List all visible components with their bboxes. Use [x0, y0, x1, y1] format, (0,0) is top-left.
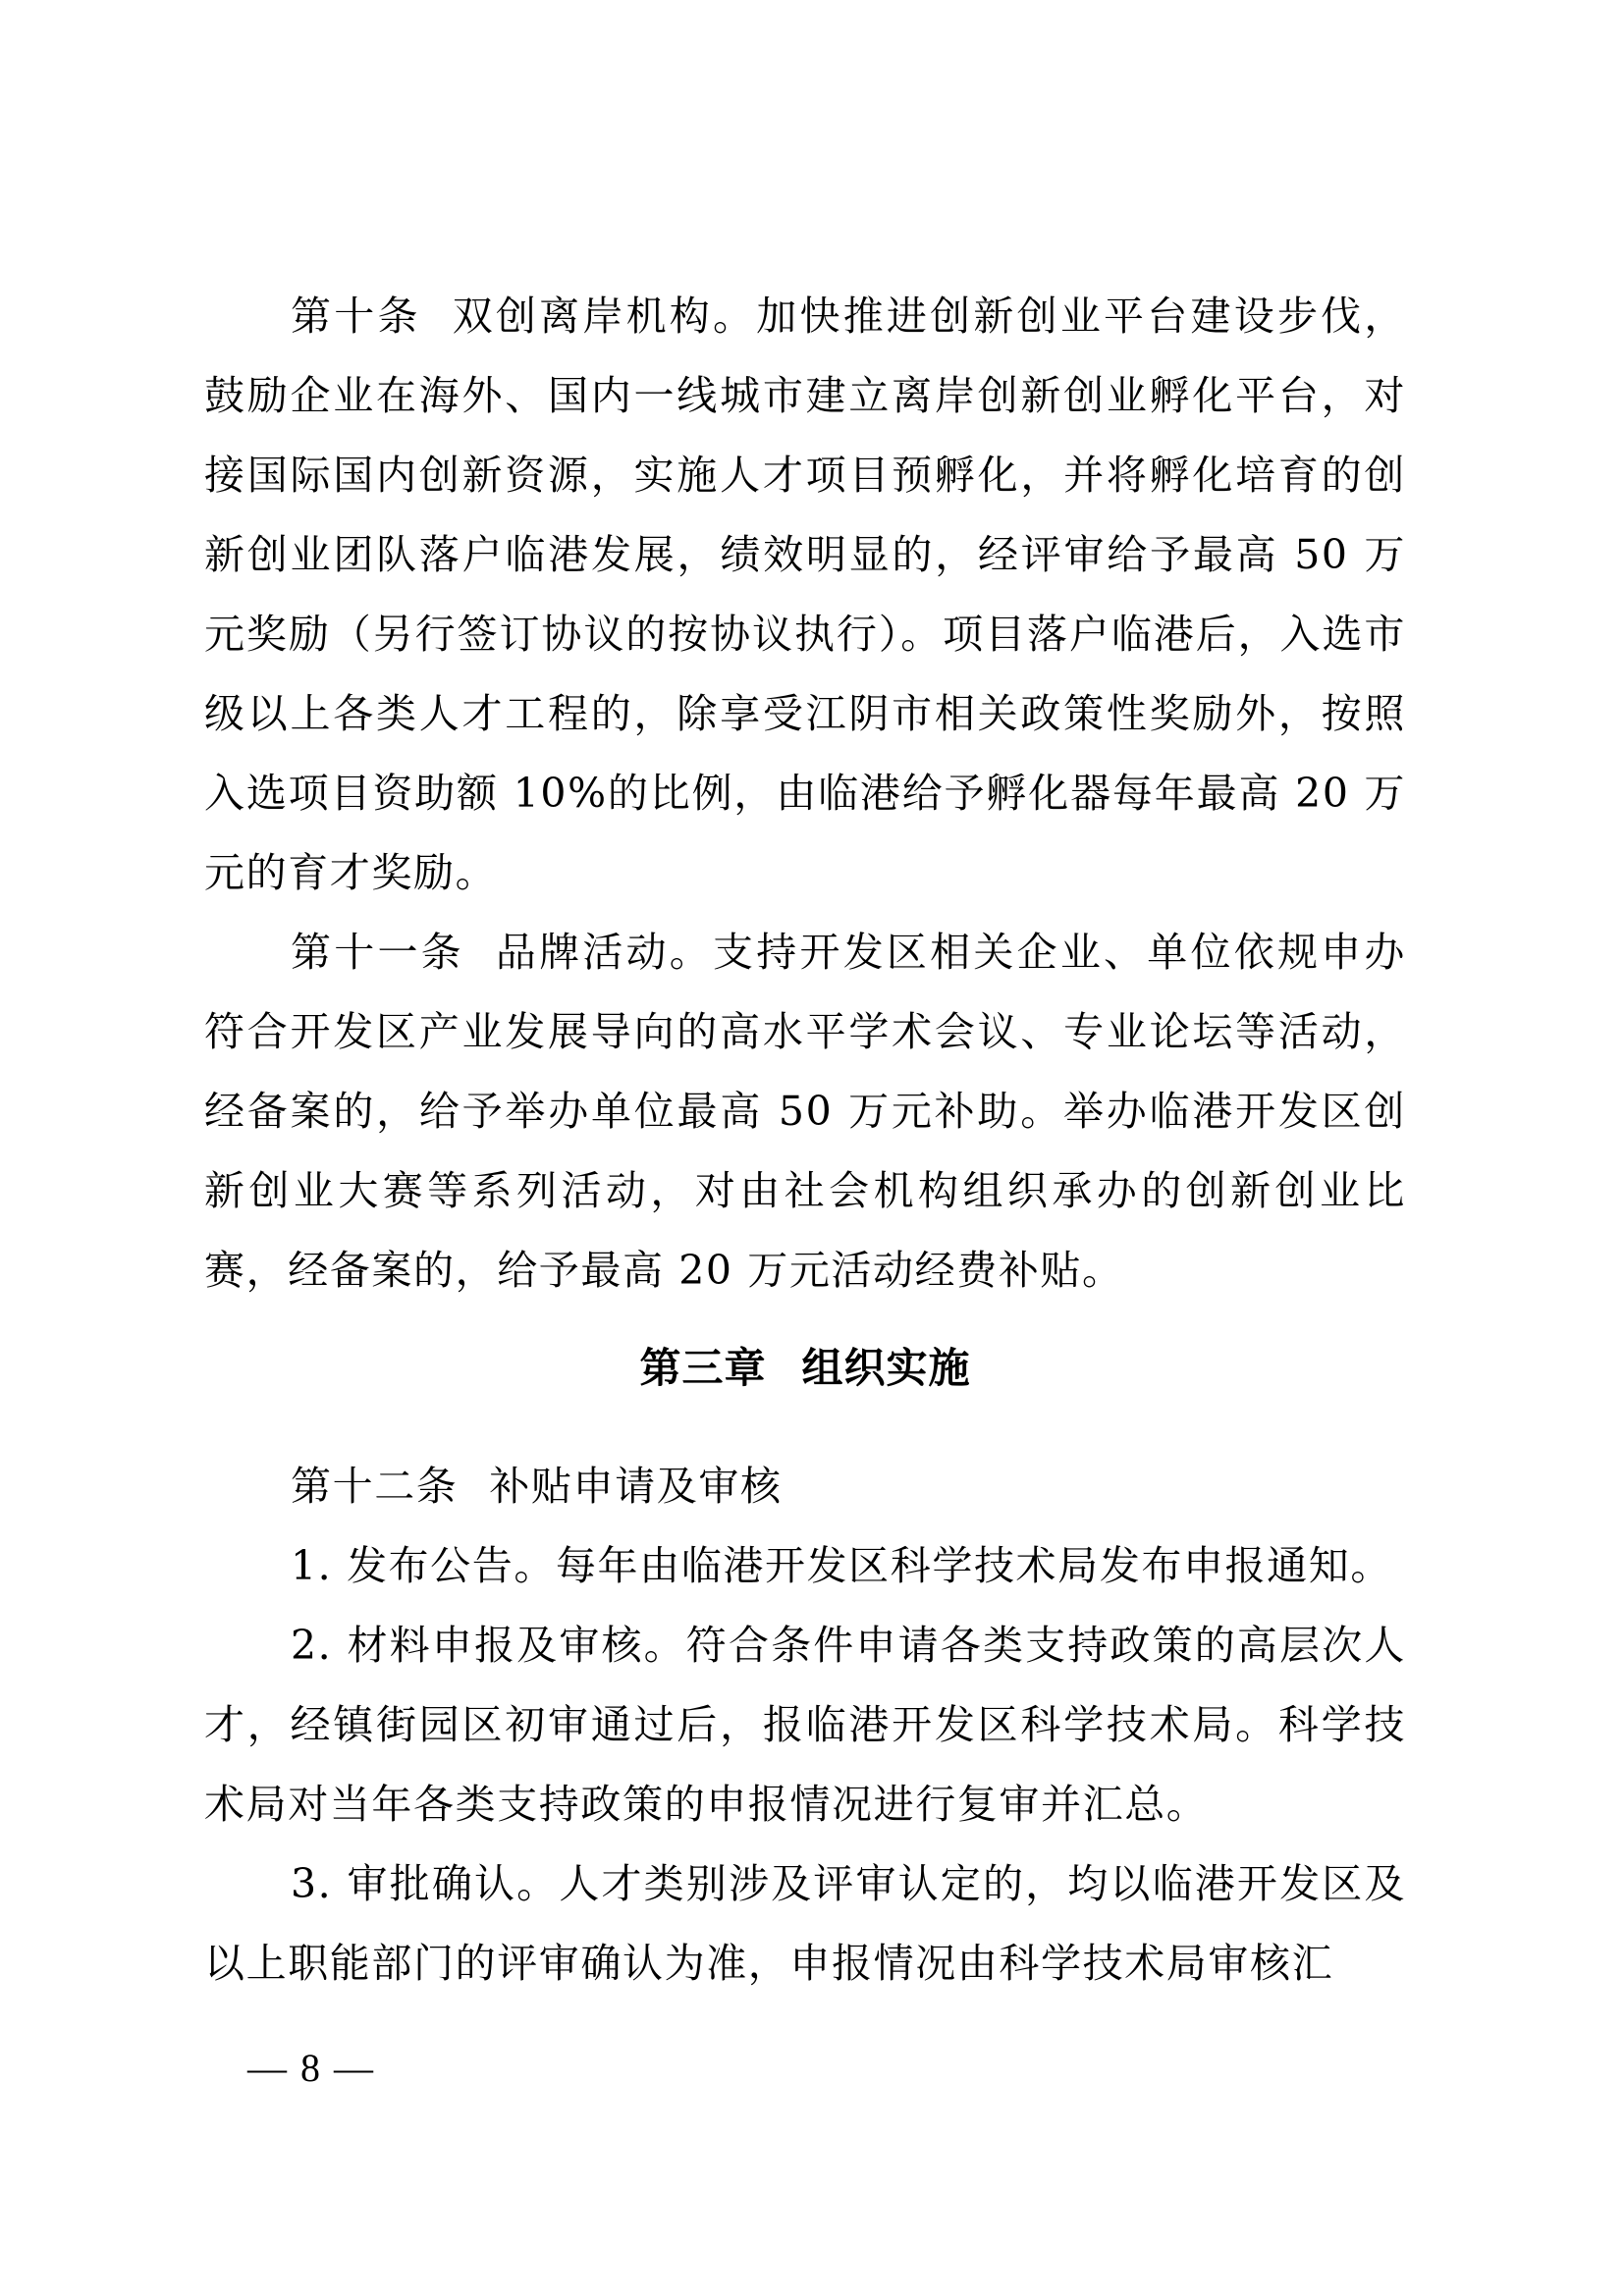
article-12-title: 补贴申请及审核	[489, 1463, 783, 1510]
step-2-paragraph	[204, 1606, 1406, 1844]
page-number: — 8 —	[247, 2046, 375, 2090]
article-11-paragraph	[204, 913, 1406, 1310]
article-10-label: 第十条	[291, 293, 421, 340]
article-10-paragraph	[204, 277, 1406, 913]
article-10-text: 双创离岸机构。加快推进创新创业平台建设步伐，鼓励企业在海外、国内一线城市建立离岸创新创业孵化平台，对接国际国内创新资源，实施人才项目预孵化，并将孵化培育的创新创业团队落户临港发展，绩效明显的，经评审给予最高 50 万元奖励（另行签订协议的按协议执行）。项目落户临港后，入选市级以上各类人才工程的，除享受江阴市相关政策性奖励外，按照入选项目资助额 10%的比例，由临港给予孵化器每年最高 20 万元的育才奖励。	[204, 293, 1406, 896]
article-11-text: 品牌活动。支持开发区相关企业、单位依规申办符合开发区产业发展导向的高水平学术会议、专业论坛等活动，经备案的，给予举办单位最高 50 万元补助。举办临港开发区创新创业大赛等系列活动，对由社会机构组织承办的创新创业比赛，经备案的，给予最高 20 万元活动经费补贴。	[204, 929, 1406, 1294]
article-12-heading	[204, 1447, 1406, 1526]
chapter-title: 组织实施	[801, 1344, 971, 1392]
chapter-number: 第三章	[639, 1344, 767, 1392]
article-11-label: 第十一条	[291, 929, 464, 976]
step-1-text: 1. 发布公告。每年由临港开发区科学技术局发布申报通知。	[291, 1542, 1392, 1589]
step-2-text: 2. 材料申报及审核。符合条件申请各类支持政策的高层次人才，经镇街园区初审通过后，报临港开发区科学技术局。科学技术局对当年各类支持政策的申报情况进行复审并汇总。	[204, 1622, 1406, 1828]
article-12-label: 第十二条	[291, 1463, 459, 1510]
step-1-paragraph	[204, 1526, 1406, 1606]
document-body	[204, 277, 1406, 2003]
chapter-heading	[204, 1328, 1406, 1408]
step-3-text: 3. 审批确认。人才类别涉及评审认定的，均以临港开发区及以上职能部门的评审确认为准，申报情况由科学技术局审核汇	[204, 1860, 1406, 1987]
step-3-paragraph	[204, 1844, 1406, 2003]
